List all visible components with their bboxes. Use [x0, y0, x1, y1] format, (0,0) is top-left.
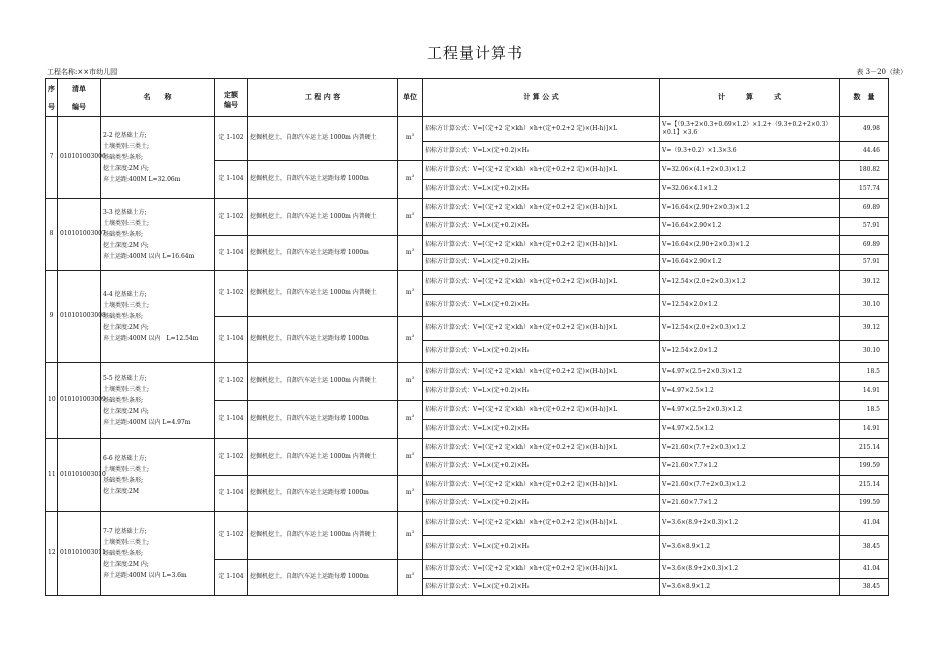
- seq-number: 7: [46, 117, 58, 199]
- quantity-value: 14.91: [840, 420, 889, 439]
- seq-number: 12: [46, 512, 58, 596]
- quantity-value: 39.12: [840, 271, 889, 295]
- work-content: 挖掘机挖土，自卸汽车运土运 1000m 内普硬土: [248, 512, 398, 560]
- calc-formula: 招标方计算公式：V=L×(定+0.2)×H₀: [423, 295, 660, 317]
- unit-superscript: 3: [411, 210, 415, 216]
- header-content: 工 程 内 容: [248, 79, 398, 117]
- quota-code: 定 1-102: [215, 199, 248, 236]
- calc-formula: 招标方计算公式：V=L×(定+0.2)×H₀: [423, 142, 660, 161]
- quantity-value: 38.45: [840, 536, 889, 560]
- work-content: 挖掘机挖土，自卸汽车运土运 1000m 内普硬土: [248, 363, 398, 401]
- table-row: [46, 439, 889, 458]
- calc-expression: V=32.06×(4.1+2×0.3)×1.2: [660, 161, 840, 180]
- calc-formula: 招标方计算公式：V=[（定+2 定×kh）×h+(定+0.2+2 定)×(H-h)]×L: [423, 401, 660, 420]
- header-seq-top: 序: [48, 83, 55, 93]
- unit-superscript: 3: [411, 413, 415, 419]
- quantity-value: 41.04: [840, 512, 889, 536]
- quota-code: 定 1-102: [215, 271, 248, 317]
- calc-formula: 招标方计算公式：V=L×(定+0.2)×H₀: [423, 341, 660, 363]
- table-row: [46, 512, 889, 536]
- header-quota-bottom: 编号: [224, 99, 238, 109]
- quantity-value: 57.91: [840, 218, 889, 236]
- work-content: 挖掘机挖土，自卸汽车运土运距每增 1000m: [248, 476, 398, 512]
- header-seq-bottom: 号: [48, 101, 55, 111]
- unit-cell: [398, 271, 423, 317]
- seq-number: 8: [46, 199, 58, 271]
- quantity-value: 18.5: [840, 401, 889, 420]
- header-quota-top: 定额: [224, 89, 238, 99]
- calc-formula: 招标方计算公式：V=[（定+2 定×kh）×h+(定+0.2+2 定)×(H-h)]×L: [423, 512, 660, 536]
- quantity-value: 30.10: [840, 295, 889, 317]
- unit-text: m: [405, 335, 412, 343]
- calc-formula: 招标方计算公式：V=L×(定+0.2)×H₀: [423, 420, 660, 439]
- calc-formula: 招标方计算公式：V=L×(定+0.2)×H₀: [423, 495, 660, 512]
- quantity-value: 215.14: [840, 476, 889, 495]
- quantity-value: 69.89: [840, 199, 889, 218]
- quota-code: 定 1-102: [215, 363, 248, 401]
- quantity-value: 18.5: [840, 363, 889, 382]
- table-row: [46, 271, 889, 295]
- unit-text: m: [405, 134, 412, 142]
- quantity-value: 30.10: [840, 341, 889, 363]
- work-content: 挖掘机挖土，自卸汽车运土运 1000m 内普硬土: [248, 117, 398, 161]
- unit-cell: [398, 317, 423, 363]
- table-body: [46, 117, 889, 596]
- item-code: 010101003007: [58, 199, 101, 271]
- unit-cell: [398, 117, 423, 161]
- calc-formula: 招标方计算公式：V=[（定+2 定×kh）×h+(定+0.2+2 定)×(H-h)]×L: [423, 363, 660, 382]
- calc-expression: V=3.6×(8.9+2×0.3)×1.2: [660, 512, 840, 536]
- unit-text: m: [405, 452, 412, 460]
- unit-superscript: 3: [411, 173, 415, 179]
- calc-formula: 招标方计算公式：V=[（定+2 定×kh）×h+(定+0.2+2 定)×(H-h)]×L: [423, 161, 660, 180]
- calc-formula: 招标方计算公式：V=[（定+2 定×kh）×h+(定+0.2+2 定)×(H-h)]×L: [423, 199, 660, 218]
- document-title: 工程量计算书: [426, 44, 523, 62]
- unit-superscript: 3: [411, 246, 415, 252]
- unit-superscript: 3: [411, 375, 415, 381]
- unit-text: m: [405, 212, 412, 220]
- quantity-value: 215.14: [840, 439, 889, 458]
- item-description: 3-3 挖基础土方; 土壤类别:三类土; 基础类型:条形; 挖土深度:2M 内; 弃土运距:400M 以内 L=16.64m: [101, 199, 215, 271]
- header-code-bottom: 编号: [72, 101, 86, 111]
- header-code: [58, 79, 101, 117]
- calc-formula: 招标方计算公式：V=[（定+2 定×kh）×h+(定+0.2+2 定)×(H-h)]×L: [423, 317, 660, 341]
- header-formula: 计 算 公 式: [423, 79, 660, 117]
- unit-superscript: 3: [411, 287, 415, 293]
- quantity-value: 38.45: [840, 579, 889, 596]
- unit-superscript: 3: [411, 450, 415, 456]
- work-content: 挖掘机挖土，自卸汽车运土运距每增 1000m: [248, 236, 398, 271]
- calc-expression: V=3.6×(8.9+2×0.3)×1.2: [660, 560, 840, 579]
- quantity-value: 14.91: [840, 382, 889, 401]
- quantity-value: 57.91: [840, 255, 889, 271]
- calc-formula: 招标方计算公式：V=L×(定+0.2)×H₀: [423, 180, 660, 199]
- header-calc: 计 算 式: [660, 79, 840, 117]
- calc-formula: 招标方计算公式：V=L×(定+0.2)×H₀: [423, 255, 660, 271]
- quota-code: 定 1-104: [215, 401, 248, 439]
- unit-text: m: [405, 175, 412, 183]
- calc-expression: V=4.97×2.5×1.2: [660, 382, 840, 401]
- table-row: [46, 363, 889, 382]
- item-code: 010101003010: [58, 439, 101, 512]
- unit-superscript: 3: [411, 333, 415, 339]
- calc-expression: V=12.54×2.0×1.2: [660, 341, 840, 363]
- unit-superscript: 3: [411, 529, 415, 535]
- calc-formula: 招标方计算公式：V=[（定+2 定×kh）×h+(定+0.2+2 定)×(H-h)]×L: [423, 271, 660, 295]
- seq-number: 9: [46, 271, 58, 363]
- quota-code: 定 1-102: [215, 117, 248, 161]
- calc-expression: V=3.6×8.9×1.2: [660, 579, 840, 596]
- item-description: 5-5 挖基础土方; 土壤类别:三类土; 基础类型:条形; 挖土深度:2M 内; 弃土运距:400M 以内 L=4.97m: [101, 363, 215, 439]
- table-reference: 表 3－20（续）: [856, 68, 907, 76]
- calc-expression: V=16.64×(2.90+2×0.3)×1.2: [660, 236, 840, 255]
- item-description: 4-4 挖基础土方; 土壤类别:三类土; 基础类型:条形; 挖土深度:2M 内; 弃土运距:400M 以内 L=12.54m: [101, 271, 215, 363]
- table-row: [46, 117, 889, 142]
- unit-cell: [398, 363, 423, 401]
- header-unit: 单位: [398, 79, 423, 117]
- work-content: 挖掘机挖土，自卸汽车运土运距每增 1000m: [248, 161, 398, 199]
- quantity-value: 199.59: [840, 458, 889, 476]
- calc-expression: V=4.97×(2.5+2×0.3)×1.2: [660, 363, 840, 382]
- quantity-value: 44.46: [840, 142, 889, 161]
- item-code: 010101003009: [58, 363, 101, 439]
- quantity-value: 180.82: [840, 161, 889, 180]
- unit-cell: [398, 199, 423, 236]
- header-seq: [46, 79, 58, 117]
- quota-code: 定 1-102: [215, 439, 248, 476]
- quota-code: 定 1-104: [215, 236, 248, 271]
- quantity-value: 41.04: [840, 560, 889, 579]
- calc-expression: V=12.54×2.0×1.2: [660, 295, 840, 317]
- unit-superscript: 3: [411, 132, 415, 138]
- unit-cell: [398, 161, 423, 199]
- work-content: 挖掘机挖土，自卸汽车运土运距每增 1000m: [248, 317, 398, 363]
- unit-text: m: [405, 248, 412, 256]
- calc-formula: 招标方计算公式：V=[（定+2 定×kh）×h+(定+0.2+2 定)×(H-h)]×L: [423, 236, 660, 255]
- calc-formula: 招标方计算公式：V=[（定+2 定×kh）×h+(定+0.2+2 定)×(H-h)]×L: [423, 117, 660, 142]
- project-name: 工程名称:××市幼儿园: [47, 68, 118, 76]
- calc-formula: 招标方计算公式：V=[（定+2 定×kh）×h+(定+0.2+2 定)×(H-h)]×L: [423, 476, 660, 495]
- calc-expression: V=16.64×2.90×1.2: [660, 255, 840, 271]
- unit-text: m: [405, 531, 412, 539]
- work-content: 挖掘机挖土，自卸汽车运土运距每增 1000m: [248, 401, 398, 439]
- calc-expression: V=（9.3+0.2）×1.3×3.6: [660, 142, 840, 161]
- calc-formula: 招标方计算公式：V=L×(定+0.2)×H₀: [423, 382, 660, 401]
- calc-expression: V=32.06×4.1×1.2: [660, 180, 840, 199]
- calc-expression: V=4.97×(2.5+2×0.3)×1.2: [660, 401, 840, 420]
- item-description: 7-7 挖基础土方; 土壤类别:三类土; 基础类型:条形; 挖土深度:2M 内; 弃土运距:400M 以内 L=3.6m: [101, 512, 215, 596]
- quantity-value: 69.89: [840, 236, 889, 255]
- calc-expression: V=12.54×(2.0+2×0.3)×1.2: [660, 317, 840, 341]
- work-content: 挖掘机挖土，自卸汽车运土运 1000m 内普硬土: [248, 199, 398, 236]
- calc-expression: V=3.6×8.9×1.2: [660, 536, 840, 560]
- calc-formula: 招标方计算公式：V=[（定+2 定×kh）×h+(定+0.2+2 定)×(H-h)]×L: [423, 560, 660, 579]
- calc-formula: 招标方计算公式：V=L×(定+0.2)×H₀: [423, 218, 660, 236]
- quantity-value: 199.59: [840, 495, 889, 512]
- unit-text: m: [405, 489, 412, 497]
- quota-code: 定 1-104: [215, 476, 248, 512]
- header-quota: [215, 79, 248, 117]
- quota-code: 定 1-104: [215, 317, 248, 363]
- unit-superscript: 3: [411, 571, 415, 577]
- calc-formula: 招标方计算公式：V=L×(定+0.2)×H₀: [423, 536, 660, 560]
- header-row: [46, 79, 889, 117]
- calc-expression: V=21.60×7.7×1.2: [660, 458, 840, 476]
- unit-cell: [398, 476, 423, 512]
- unit-cell: [398, 439, 423, 476]
- calc-formula: 招标方计算公式：V=L×(定+0.2)×H₀: [423, 458, 660, 476]
- calc-expression: V=16.64×2.90×1.2: [660, 218, 840, 236]
- calculation-table: [45, 78, 889, 596]
- unit-text: m: [405, 289, 412, 297]
- quota-code: 定 1-104: [215, 560, 248, 596]
- calc-expression: V=21.60×7.7×1.2: [660, 495, 840, 512]
- quantity-value: 39.12: [840, 317, 889, 341]
- item-code: 010101003011: [58, 512, 101, 596]
- unit-text: m: [405, 415, 412, 423]
- unit-cell: [398, 401, 423, 439]
- seq-number: 10: [46, 363, 58, 439]
- unit-cell: [398, 560, 423, 596]
- calc-expression: V=21.60×(7.7+2×0.3)×1.2: [660, 476, 840, 495]
- calc-expression: V=12.54×(2.0+2×0.3)×1.2: [660, 271, 840, 295]
- calc-expression: V=4.97×2.5×1.2: [660, 420, 840, 439]
- unit-superscript: 3: [411, 487, 415, 493]
- unit-text: m: [405, 377, 412, 385]
- calc-formula: 招标方计算公式：V=[（定+2 定×kh）×h+(定+0.2+2 定)×(H-h)]×L: [423, 439, 660, 458]
- calc-expression: V=21.60×(7.7+2×0.3)×1.2: [660, 439, 840, 458]
- work-content: 挖掘机挖土，自卸汽车运土运距每增 1000m: [248, 560, 398, 596]
- quantity-value: 157.74: [840, 180, 889, 199]
- calc-formula: 招标方计算公式：V=L×(定+0.2)×H₀: [423, 579, 660, 596]
- unit-cell: [398, 512, 423, 560]
- table-row: [46, 199, 889, 218]
- item-description: 2-2 挖基础土方; 土壤类别:三类土; 基础类型:条形; 挖土深度:2M 内; 弃土运距:400M L=32.06m: [101, 117, 215, 199]
- header-code-top: 清单: [72, 83, 86, 93]
- header-qty: 数 量: [840, 79, 889, 117]
- seq-number: 11: [46, 439, 58, 512]
- quota-code: 定 1-102: [215, 512, 248, 560]
- work-content: 挖掘机挖土，自卸汽车运土运 1000m 内普硬土: [248, 439, 398, 476]
- work-content: 挖掘机挖土，自卸汽车运土运 1000m 内普硬土: [248, 271, 398, 317]
- item-code: 010101003008: [58, 271, 101, 363]
- item-code: 010101003006: [58, 117, 101, 199]
- quota-code: 定 1-104: [215, 161, 248, 199]
- unit-text: m: [405, 573, 412, 581]
- calc-expression: V=16.64×(2.90+2×0.3)×1.2: [660, 199, 840, 218]
- quantity-value: 49.98: [840, 117, 889, 142]
- unit-cell: [398, 236, 423, 271]
- item-description: 6-6 挖基础土方; 土壤类别:三类土; 基础类型:条形; 挖土深度:2M: [101, 439, 215, 512]
- header-name: 名 称: [101, 79, 215, 117]
- calc-expression: V=【（9.3+2×0.3+0.69×1.2）×1.2+（9.3+0.2+2×0.3）×0.1】×3.6: [660, 117, 840, 142]
